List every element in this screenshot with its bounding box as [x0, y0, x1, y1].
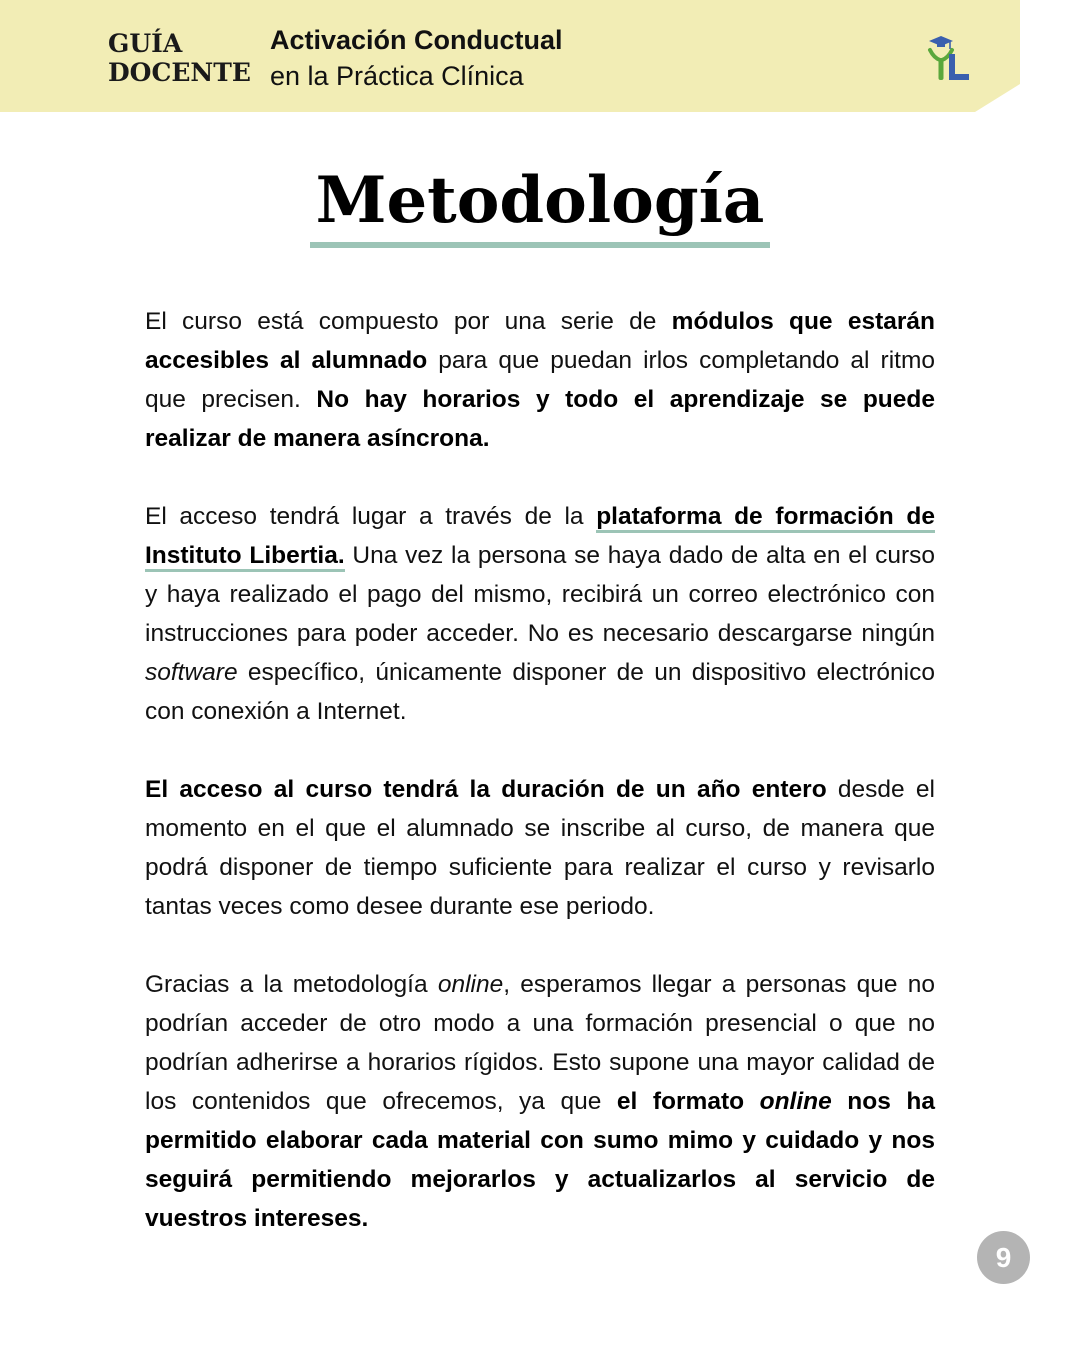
text-span: específico, únicamente disponer de un dispositivo electrónico con conexión a Internet.: [145, 659, 935, 725]
text-span: , esperamos llegar a personas que no podrían acceder de otro modo a una formación presencial o que no podrían adherirse a horarios rígidos. Esto supone una mayor calidad de los contenidos que ofrecemos, ya que: [145, 971, 935, 1115]
text-span: desde el momento en el que el alumnado se inscribe al curso, de manera que podrá disponer de tiempo suficiente para realizar el curso y revisarlo tantas veces como desee durante ese periodo.: [145, 776, 936, 920]
course-title: [270, 22, 563, 94]
instituto-libertia-logo-icon: [922, 32, 974, 84]
text-span: Una vez la persona se haya dado de alta en el curso y haya realizado el pago del mismo, recibirá un correo electrónico con instrucciones para poder acceder. No es necesario descargarse ningún: [145, 542, 935, 647]
paragraph-access-duration: [145, 770, 935, 926]
page-number-badge: 9: [977, 1231, 1030, 1284]
paragraph-platform-access: [145, 497, 935, 731]
paragraph-course-structure: [145, 302, 935, 458]
text-span: para que puedan irlos completando al ritmo que precisen.: [145, 347, 935, 413]
italic-span: software: [145, 659, 238, 686]
bold-span: el formato: [616, 1088, 760, 1115]
course-title-line1: Activación Conductual: [270, 25, 563, 55]
guide-label-line1: GUÍA: [108, 29, 183, 58]
course-title-line2: en la Práctica Clínica: [270, 61, 524, 91]
guide-label: [108, 29, 251, 87]
text-span: El curso está compuesto por una serie de: [145, 308, 672, 335]
bold-span: No hay horarios y todo el aprendizaje se puede realizar de manera asíncrona.: [145, 386, 935, 452]
paragraph-online-methodology: [145, 965, 935, 1238]
bold-span: nos ha permitido elaborar cada material con sumo mimo y cuidado y nos seguirá permitiendo mejorarlos y actualizarlos al servicio de vuestros intereses.: [145, 1088, 935, 1232]
platform-link[interactable]: plataforma de formación de Instituto Libertia.: [145, 503, 935, 572]
bold-italic-span: online: [759, 1088, 832, 1115]
guide-label-line2: DOCENTE: [108, 58, 251, 87]
page-title: Metodología: [310, 160, 771, 248]
page-title-wrap: [0, 160, 1080, 248]
text-span: El acceso tendrá lugar a través de la: [145, 503, 597, 530]
bold-span: módulos que estarán accesibles al alumnado: [145, 308, 935, 374]
text-span: Gracias a la metodología: [145, 971, 438, 998]
body-text: [145, 302, 935, 1238]
italic-span: online: [437, 971, 504, 998]
bold-span: El acceso al curso tendrá la duración de un año entero: [145, 776, 827, 803]
